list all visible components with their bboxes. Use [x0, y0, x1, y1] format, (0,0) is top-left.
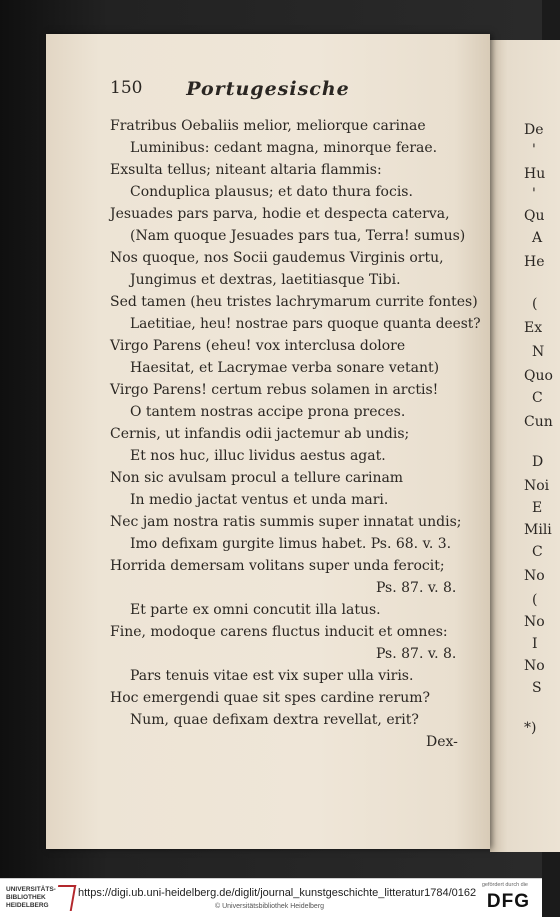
next-page-fragment: Mili [524, 522, 552, 538]
next-page-fragment: Cun [524, 414, 553, 430]
next-page-fragment: ( [532, 592, 538, 608]
text-line: Num, quae defixam dextra revellat, erit? [130, 712, 419, 728]
text-line: Luminibus: cedant magna, minorque ferae. [130, 140, 438, 156]
next-page-fragment: ' [532, 142, 536, 158]
library-logo[interactable] [6, 886, 56, 910]
next-page-fragment: ( [532, 296, 538, 312]
next-page-fragment: A [532, 230, 543, 246]
page-number: 150 [110, 78, 143, 98]
next-page-fragment: *) [524, 720, 537, 736]
text-line: Exsulta tellus; niteant altaria flammis: [110, 162, 382, 178]
text-line: Virgo Parens! certum rebus solamen in arctis! [110, 382, 439, 398]
next-page-fragment: No [524, 658, 545, 674]
library-name-3: HEIDELBERG [6, 902, 49, 909]
text-line: Et nos huc, illuc lividus aestus agat. [130, 448, 386, 464]
next-page-fragment: No [524, 568, 545, 584]
text-line: Imo defixam gurgite limus habet. Ps. 68. v. 3. [130, 536, 452, 552]
funded-by-label: gefördert durch die [481, 882, 528, 888]
text-line: Nec jam nostra ratis summis super innatat undis; [110, 514, 462, 530]
next-page-edge [490, 40, 560, 852]
text-line: Dex- [426, 734, 458, 750]
next-page-fragment: E [532, 500, 543, 516]
text-line: Virgo Parens (eheu! vox interclusa dolore [110, 338, 406, 354]
text-line: Pars tenuis vitae est vix super ulla viris. [130, 668, 414, 684]
text-line: Ps. 87. v. 8. [376, 580, 457, 596]
next-page-fragment: ' [532, 186, 536, 202]
next-page-fragment: De [524, 122, 544, 138]
next-page-fragment: D [532, 454, 544, 470]
text-line: Nos quoque, nos Socii gaudemus Virginis ortu, [110, 250, 444, 266]
book-page [46, 34, 490, 849]
dfg-logo[interactable]: DFG [486, 891, 530, 912]
next-page-fragment: C [532, 544, 543, 560]
text-line: (Nam quoque Jesuades pars tua, Terra! sumus) [130, 228, 466, 244]
next-page-fragment: Hu [524, 166, 546, 182]
next-page-fragment: N [532, 344, 545, 360]
text-line: O tantem nostras accipe prona preces. [130, 404, 406, 420]
text-line: Non sic avulsam procul a tellure carinam [110, 470, 404, 486]
next-page-fragment: Noi [524, 478, 550, 494]
next-page-fragment: He [524, 254, 545, 270]
text-line: Horrida demersam volitans super unda ferocit; [110, 558, 445, 574]
text-line: Jungimus et dextras, laetitiasque Tibi. [130, 272, 401, 288]
next-page-fragment: I [532, 636, 538, 652]
text-line: Cernis, ut infandis odii jactemur ab undis; [110, 426, 410, 442]
next-page-fragment: Quo [524, 368, 553, 384]
text-line: Ps. 87. v. 8. [376, 646, 457, 662]
next-page-fragment: S [532, 680, 542, 696]
next-page-fragment: Ex [524, 320, 543, 336]
text-line: Fratribus Oebaliis melior, meliorque carinae [110, 118, 426, 134]
text-line: Et parte ex omni concutit illa latus. [130, 602, 381, 618]
text-line: Laetitiae, heu! nostrae pars quoque quanta deest? [130, 316, 481, 332]
next-page-fragment: No [524, 614, 545, 630]
permalink-url[interactable]: https://digi.ub.uni-heidelberg.de/diglit/journal_kunstgeschichte_litteratur1784/0162 [78, 887, 477, 899]
library-logo-icon [54, 885, 77, 911]
running-title: Portugesische [186, 78, 350, 100]
text-line: Conduplica plausus; et dato thura focis. [130, 184, 413, 200]
text-line: Hoc emergendi quae sit spes cardine rerum? [110, 690, 431, 706]
copyright-text: © Universitätsbibliothek Heidelberg [215, 903, 325, 910]
next-page-fragment: C [532, 390, 543, 406]
text-line: Haesitat, et Lacrymae verba sonare vetant) [130, 360, 440, 376]
library-name-1: UNIVERSITÄTS- [6, 886, 56, 893]
next-page-fragment: Qu [524, 208, 545, 224]
text-line: In medio jactat ventus et unda mari. [130, 492, 389, 508]
text-line: Sed tamen (heu tristes lachrymarum currite fontes) [110, 294, 478, 310]
text-line: Fine, modoque carens fluctus inducit et omnes: [110, 624, 448, 640]
viewer-footer [0, 878, 542, 917]
text-line: Jesuades pars parva, hodie et despecta caterva, [110, 206, 450, 222]
library-name-2: BIBLIOTHEK [6, 894, 46, 901]
